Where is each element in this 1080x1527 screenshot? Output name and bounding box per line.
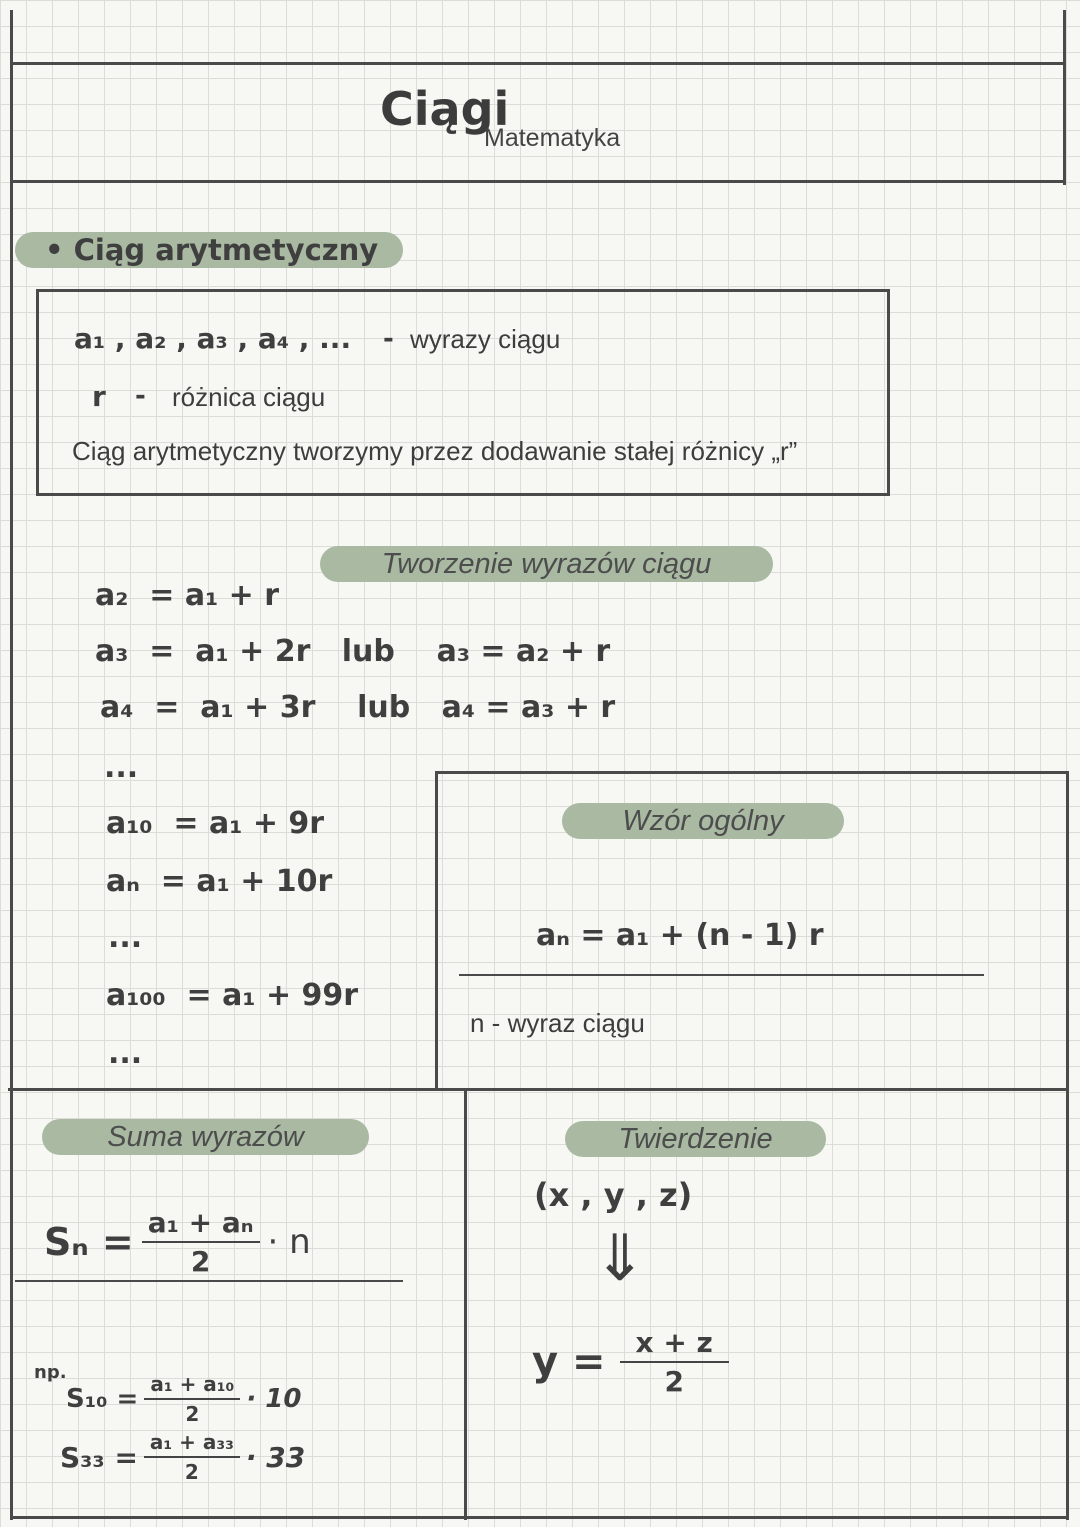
example-2-fraction	[144, 1430, 240, 1484]
creation-dots-1: ...	[104, 750, 139, 785]
sum-rhs: · n	[267, 1222, 311, 1262]
creation-line-3: a₄ = a₁ + 3r lub a₄ = a₃ + r	[100, 690, 616, 725]
theorem-formula	[532, 1326, 729, 1398]
general-note: n - wyraz ciągu	[470, 1008, 645, 1038]
example-2-numerator: a₁ + a₃₃	[144, 1430, 240, 1458]
right-border	[1063, 10, 1066, 185]
example-1-numerator: a₁ + a₁₀	[144, 1372, 240, 1400]
theorem-triple: (x , y , z)	[534, 1176, 693, 1214]
example-1-denominator: 2	[185, 1402, 200, 1426]
example-2	[60, 1430, 305, 1484]
general-label: Wzór ogólny	[562, 803, 844, 839]
example-2-denominator: 2	[184, 1460, 199, 1484]
general-box-left	[435, 771, 438, 1091]
definition-sentence: Ciąg arytmetyczny tworzymy przez dodawanie stałej różnicy „r”	[72, 436, 798, 466]
header-bottom-border	[12, 180, 1065, 183]
bottom-middle-divider	[464, 1090, 467, 1520]
example-1-rhs: · 10	[246, 1384, 302, 1414]
creation-line-4: a₁₀ = a₁ + 9r	[106, 806, 325, 841]
sum-underline	[15, 1280, 403, 1282]
r-dash: -	[135, 381, 146, 411]
theorem-lhs: y =	[532, 1339, 606, 1385]
sum-denominator: 2	[190, 1245, 211, 1278]
sum-fraction	[142, 1206, 260, 1278]
terms-dash: -	[383, 324, 394, 354]
example-label: np.	[34, 1362, 67, 1383]
page-bottom-border	[10, 1516, 1069, 1519]
sum-label: Suma wyrazów	[42, 1119, 369, 1155]
creation-line-1: a₂ = a₁ + r	[95, 578, 280, 613]
theorem-denominator: 2	[664, 1365, 684, 1398]
left-border	[10, 10, 13, 1520]
general-box-top	[436, 771, 1067, 774]
r-symbol: r	[92, 380, 106, 413]
sum-numerator: a₁ + aₙ	[142, 1206, 260, 1243]
general-formula: aₙ = a₁ + (n - 1) r	[536, 918, 824, 953]
r-label: różnica ciągu	[172, 382, 326, 412]
theorem-fraction	[620, 1326, 729, 1398]
page-title: Ciągi	[380, 82, 510, 136]
theorem-label: Twierdzenie	[565, 1121, 826, 1157]
creation-label: Tworzenie wyrazów ciągu	[320, 546, 773, 582]
bottom-section-top	[8, 1088, 1069, 1091]
example-2-rhs: · 33	[245, 1440, 306, 1474]
general-box-right	[1066, 771, 1069, 1091]
example-2-lhs: S₃₃ =	[60, 1440, 138, 1474]
example-1-lhs: S₁₀ =	[66, 1384, 139, 1414]
sum-formula	[44, 1206, 311, 1278]
creation-line-6: a₁₀₀ = a₁ + 99r	[106, 978, 359, 1013]
terms-label: wyrazy ciągu	[410, 324, 561, 354]
example-1-fraction	[144, 1372, 240, 1426]
page-subtitle: Matematyka	[484, 124, 621, 152]
example-1	[66, 1372, 301, 1426]
theorem-numerator: x + z	[620, 1326, 729, 1363]
creation-dots-2: ...	[108, 920, 143, 955]
implication-arrow-icon: ⇓	[593, 1222, 647, 1296]
creation-line-5: aₙ = a₁ + 10r	[106, 864, 333, 899]
top-border	[12, 62, 1065, 65]
section-heading: • Ciąg arytmetyczny	[15, 232, 403, 268]
sum-lhs: Sₙ =	[44, 1220, 134, 1264]
general-underline	[459, 974, 984, 976]
terms-sequence: a₁ , a₂ , a₃ , a₄ , ...	[74, 322, 352, 355]
bottom-right-border	[1066, 1090, 1069, 1520]
creation-dots-3: ...	[108, 1036, 143, 1071]
creation-line-2: a₃ = a₁ + 2r lub a₃ = a₂ + r	[95, 634, 611, 669]
